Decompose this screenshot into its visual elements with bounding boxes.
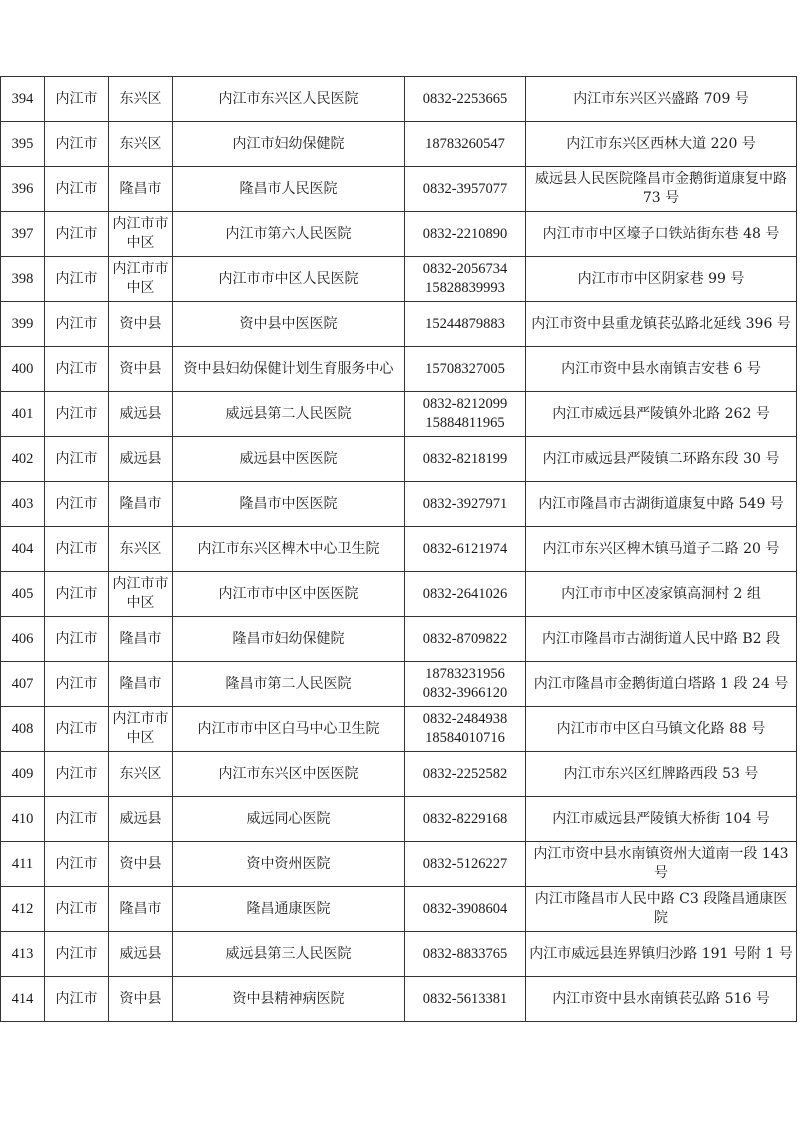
table-row: [1, 707, 797, 752]
city-cell: 内江市: [45, 212, 109, 257]
address-cell: 内江市资中县水南镇资州大道南一段 143 号: [526, 842, 797, 887]
city-cell: 内江市: [45, 932, 109, 977]
table-row: [1, 437, 797, 482]
hospital-name-cell: 威远县第二人民医院: [173, 392, 405, 437]
hospital-name-cell: 内江市东兴区中医医院: [173, 752, 405, 797]
district-cell: 隆昌市: [109, 887, 173, 932]
table-row: [1, 212, 797, 257]
city-cell: 内江市: [45, 392, 109, 437]
row-number: 412: [1, 887, 45, 932]
district-cell: 内江市市中区: [109, 257, 173, 302]
table-row: [1, 302, 797, 347]
address-cell: 内江市威远县连界镇归沙路 191 号附 1 号: [526, 932, 797, 977]
phone-cell: 0832-8709822: [405, 617, 526, 662]
hospital-name-cell: 隆昌市中医医院: [173, 482, 405, 527]
phone-cell: 15244879883: [405, 302, 526, 347]
city-cell: 内江市: [45, 77, 109, 122]
district-cell: 威远县: [109, 932, 173, 977]
address-cell: 内江市东兴区兴盛路 709 号: [526, 77, 797, 122]
hospital-name-cell: 威远县中医医院: [173, 437, 405, 482]
address-cell: 内江市资中县重龙镇苌弘路北延线 396 号: [526, 302, 797, 347]
row-number: 394: [1, 77, 45, 122]
address-cell: 内江市隆昌市人民中路 C3 段隆昌通康医院: [526, 887, 797, 932]
address-cell: 内江市威远县严陵镇外北路 262 号: [526, 392, 797, 437]
district-cell: 威远县: [109, 797, 173, 842]
hospital-name-cell: 资中县精神病医院: [173, 977, 405, 1022]
address-cell: 内江市市中区白马镇文化路 88 号: [526, 707, 797, 752]
district-cell: 内江市市中区: [109, 212, 173, 257]
table-row: [1, 122, 797, 167]
district-cell: 内江市市中区: [109, 572, 173, 617]
phone-cell: 0832-3908604: [405, 887, 526, 932]
address-cell: 内江市东兴区西林大道 220 号: [526, 122, 797, 167]
city-cell: 内江市: [45, 842, 109, 887]
city-cell: 内江市: [45, 257, 109, 302]
hospital-table: [0, 76, 797, 1022]
address-cell: 内江市资中县水南镇吉安巷 6 号: [526, 347, 797, 392]
address-cell: 内江市东兴区红牌路西段 53 号: [526, 752, 797, 797]
table-row: [1, 77, 797, 122]
row-number: 409: [1, 752, 45, 797]
row-number: 402: [1, 437, 45, 482]
hospital-name-cell: 隆昌市人民医院: [173, 167, 405, 212]
district-cell: 东兴区: [109, 77, 173, 122]
address-cell: 威远县人民医院隆昌市金鹅街道康复中路 73 号: [526, 167, 797, 212]
city-cell: 内江市: [45, 707, 109, 752]
district-cell: 隆昌市: [109, 167, 173, 212]
district-cell: 威远县: [109, 437, 173, 482]
row-number: 401: [1, 392, 45, 437]
hospital-name-cell: 内江市妇幼保健院: [173, 122, 405, 167]
hospital-name-cell: 资中县中医医院: [173, 302, 405, 347]
address-cell: 内江市市中区壕子口铁站街东巷 48 号: [526, 212, 797, 257]
district-cell: 内江市市中区: [109, 707, 173, 752]
row-number: 396: [1, 167, 45, 212]
address-cell: 内江市隆昌市金鹅街道白塔路 1 段 24 号: [526, 662, 797, 707]
row-number: 405: [1, 572, 45, 617]
table-row: [1, 527, 797, 572]
address-cell: 内江市市中区凌家镇高洞村 2 组: [526, 572, 797, 617]
district-cell: 东兴区: [109, 752, 173, 797]
phone-cell: 0832-5126227: [405, 842, 526, 887]
city-cell: 内江市: [45, 122, 109, 167]
row-number: 406: [1, 617, 45, 662]
city-cell: 内江市: [45, 302, 109, 347]
row-number: 403: [1, 482, 45, 527]
address-cell: 内江市威远县严陵镇二环路东段 30 号: [526, 437, 797, 482]
table-row: [1, 977, 797, 1022]
row-number: 404: [1, 527, 45, 572]
phone-cell: 0832-6121974: [405, 527, 526, 572]
city-cell: 内江市: [45, 347, 109, 392]
city-cell: 内江市: [45, 977, 109, 1022]
row-number: 397: [1, 212, 45, 257]
row-number: 408: [1, 707, 45, 752]
hospital-name-cell: 资中县妇幼保健计划生育服务中心: [173, 347, 405, 392]
hospital-name-cell: 隆昌通康医院: [173, 887, 405, 932]
district-cell: 隆昌市: [109, 617, 173, 662]
city-cell: 内江市: [45, 572, 109, 617]
hospital-name-cell: 威远同心医院: [173, 797, 405, 842]
phone-cell: 0832-5613381: [405, 977, 526, 1022]
table-row: [1, 482, 797, 527]
phone-cell: 0832-8229168: [405, 797, 526, 842]
city-cell: 内江市: [45, 617, 109, 662]
district-cell: 资中县: [109, 302, 173, 347]
hospital-name-cell: 内江市市中区中医医院: [173, 572, 405, 617]
hospital-name-cell: 内江市第六人民医院: [173, 212, 405, 257]
table-row: [1, 842, 797, 887]
city-cell: 内江市: [45, 752, 109, 797]
city-cell: 内江市: [45, 482, 109, 527]
table-row: [1, 392, 797, 437]
phone-cell: 18783231956 0832-3966120: [405, 662, 526, 707]
hospital-name-cell: 内江市东兴区人民医院: [173, 77, 405, 122]
district-cell: 资中县: [109, 842, 173, 887]
row-number: 413: [1, 932, 45, 977]
phone-cell: 0832-3957077: [405, 167, 526, 212]
address-cell: 内江市威远县严陵镇大桥街 104 号: [526, 797, 797, 842]
district-cell: 东兴区: [109, 122, 173, 167]
hospital-name-cell: 隆昌市第二人民医院: [173, 662, 405, 707]
phone-cell: 0832-8218199: [405, 437, 526, 482]
district-cell: 东兴区: [109, 527, 173, 572]
address-cell: 内江市市中区阴家巷 99 号: [526, 257, 797, 302]
table-row: [1, 662, 797, 707]
hospital-name-cell: 资中资州医院: [173, 842, 405, 887]
table-row: [1, 167, 797, 212]
city-cell: 内江市: [45, 167, 109, 212]
district-cell: 资中县: [109, 347, 173, 392]
address-cell: 内江市资中县水南镇苌弘路 516 号: [526, 977, 797, 1022]
hospital-name-cell: 内江市市中区白马中心卫生院: [173, 707, 405, 752]
city-cell: 内江市: [45, 527, 109, 572]
row-number: 410: [1, 797, 45, 842]
city-cell: 内江市: [45, 437, 109, 482]
phone-cell: 0832-8833765: [405, 932, 526, 977]
table-row: [1, 797, 797, 842]
district-cell: 资中县: [109, 977, 173, 1022]
row-number: 399: [1, 302, 45, 347]
district-cell: 隆昌市: [109, 482, 173, 527]
row-number: 398: [1, 257, 45, 302]
row-number: 407: [1, 662, 45, 707]
row-number: 400: [1, 347, 45, 392]
hospital-table-body: [1, 77, 797, 1022]
phone-cell: 0832-2252582: [405, 752, 526, 797]
row-number: 395: [1, 122, 45, 167]
phone-cell: 0832-2253665: [405, 77, 526, 122]
phone-cell: 18783260547: [405, 122, 526, 167]
district-cell: 隆昌市: [109, 662, 173, 707]
district-cell: 威远县: [109, 392, 173, 437]
address-cell: 内江市东兴区椑木镇马道子二路 20 号: [526, 527, 797, 572]
table-row: [1, 617, 797, 662]
city-cell: 内江市: [45, 887, 109, 932]
address-cell: 内江市隆昌市古湖街道康复中路 549 号: [526, 482, 797, 527]
table-row: [1, 257, 797, 302]
phone-cell: 0832-2484938 18584010716: [405, 707, 526, 752]
table-row: [1, 752, 797, 797]
row-number: 414: [1, 977, 45, 1022]
hospital-name-cell: 隆昌市妇幼保健院: [173, 617, 405, 662]
city-cell: 内江市: [45, 662, 109, 707]
table-row: [1, 887, 797, 932]
city-cell: 内江市: [45, 797, 109, 842]
table-row: [1, 932, 797, 977]
hospital-name-cell: 内江市市中区人民医院: [173, 257, 405, 302]
phone-cell: 0832-2210890: [405, 212, 526, 257]
table-row: [1, 347, 797, 392]
phone-cell: 0832-3927971: [405, 482, 526, 527]
address-cell: 内江市隆昌市古湖街道人民中路 B2 段: [526, 617, 797, 662]
hospital-name-cell: 威远县第三人民医院: [173, 932, 405, 977]
phone-cell: 0832-2056734 15828839993: [405, 257, 526, 302]
phone-cell: 15708327005: [405, 347, 526, 392]
phone-cell: 0832-2641026: [405, 572, 526, 617]
table-row: [1, 572, 797, 617]
hospital-name-cell: 内江市东兴区椑木中心卫生院: [173, 527, 405, 572]
phone-cell: 0832-8212099 15884811965: [405, 392, 526, 437]
row-number: 411: [1, 842, 45, 887]
